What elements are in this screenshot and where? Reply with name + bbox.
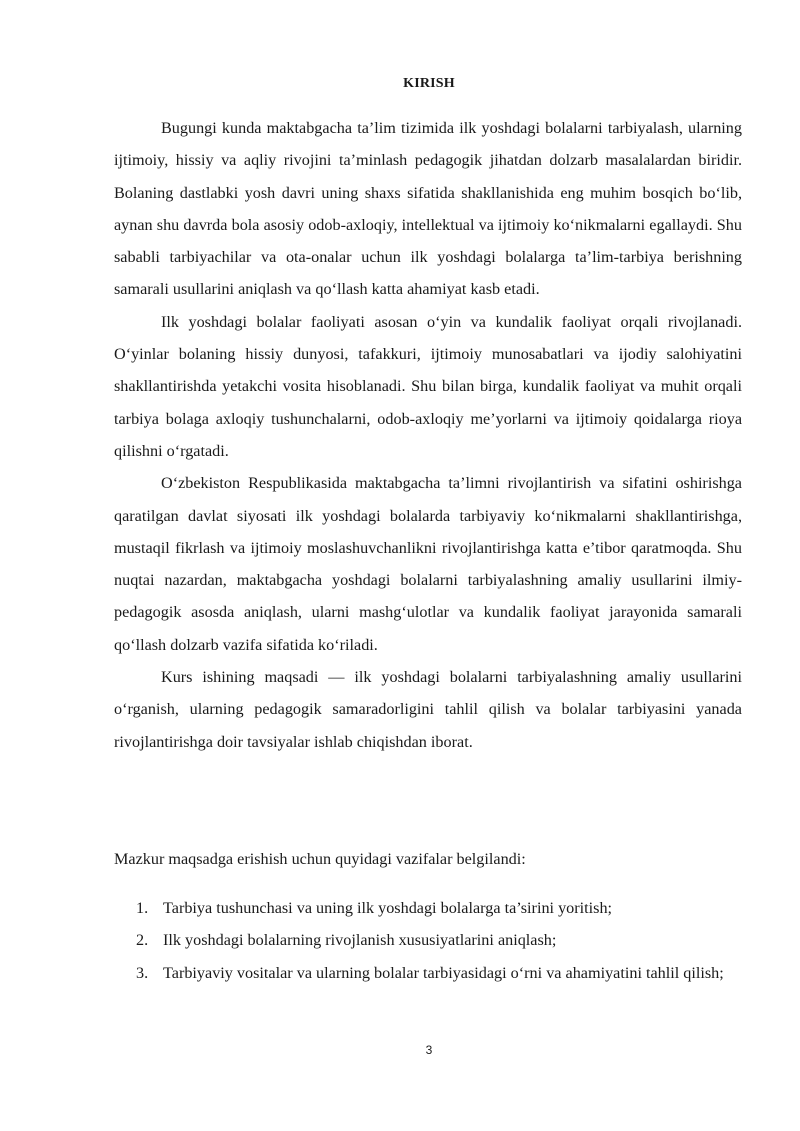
page-title: KIRISH <box>403 76 455 91</box>
page-number: 3 <box>425 1043 433 1057</box>
tasks-lead: Mazkur maqsadga erishish uchun quyidagi vazifalar belgilandi: <box>114 850 526 868</box>
paragraph-4: Kurs ishining maqsadi — ilk yoshdagi bolalarni tarbiyalashning amaliy usullarini o‘rganish, ularning pedagogik samaradorligini tahlil qilish va bolalar tarbiyasini yanada rivojlantirishga doir tavsiyalar ishlab chiqishdan iborat. <box>114 668 742 751</box>
list-item-number: 1. <box>136 899 149 917</box>
paragraph-1: Bugungi kunda maktabgacha ta’lim tizimida ilk yoshdagi bolalarni tarbiyalash, ularning ijtimoiy, hissiy va aqliy rivojini ta’minlash pedagogik jihatdan dolzarb masalalardan biridir. Bolaning dastlabki yosh davri uning shaxs sifatida shakllanishida eng muhim bosqich bo‘lib, aynan shu davrda bola asosiy odob-axloqiy, intellektual va ijtimoiy ko‘nikmalarni egallaydi. Shu sababli tarbiyachilar va ota-onalar uchun ilk yoshdagi bolalarga ta’lim-tarbiya berishning samarali usullarini aniqlash va qo‘llash katta ahamiyat kasb etadi. <box>114 119 742 299</box>
paragraph-2: Ilk yoshdagi bolalar faoliyati asosan o‘yin va kundalik faoliyat orqali rivojlanadi. O‘yinlar bolaning hissiy dunyosi, tafakkuri, ijtimoiy munosabatlari va ijodiy salohiyatini shakllantirishda yetakchi vosita hisoblanadi. Shu bilan birga, kundalik faoliyat va muhit orqali tarbiya bolaga axloqiy tushunchalarni, odob-axloqiy me’yorlarni va ijtimoiy qoidalarga rioya qilishni o‘rgatadi. <box>114 312 742 460</box>
list-item-number: 3. <box>136 963 149 982</box>
list-item <box>114 892 742 924</box>
tasks-list <box>114 892 742 989</box>
list-item-number: 2. <box>136 931 149 950</box>
list-item <box>114 957 742 989</box>
paragraph-3: O‘zbekiston Respublikasida maktabgacha ta’limni rivojlantirish va sifatini oshirishga qaratilgan davlat siyosati ilk yoshdagi bolalarda tarbiyaviy ko‘nikmalarni shakllantirishga, mustaqil fikrlash va ijtimoiy moslashuvchanlikni rivojlantirishga katta e’tibor qaratmoqda. Shu nuqtai nazardan, maktabgacha yoshdagi bolalarni tarbiyalashning amaliy usullarini ilmiy-pedagogik asosda aniqlash, ularni mashg‘ulotlar va kundalik faoliyat jarayonida samarali qo‘llash dolzarb vazifa sifatida ko‘riladi. <box>114 474 742 654</box>
list-item-text: Ilk yoshdagi bolalarning rivojlanish xususiyatlarini aniqlash; <box>163 931 557 950</box>
list-item-text: Tarbiya tushunchasi va uning ilk yoshdagi bolalarga ta’sirini yoritish; <box>163 899 613 917</box>
list-item-text: Tarbiyaviy vositalar va ularning bolalar tarbiyasidagi o‘rni va ahamiyatini tahlil qilish; <box>163 963 724 982</box>
list-item <box>114 924 742 956</box>
body-text <box>114 112 742 758</box>
